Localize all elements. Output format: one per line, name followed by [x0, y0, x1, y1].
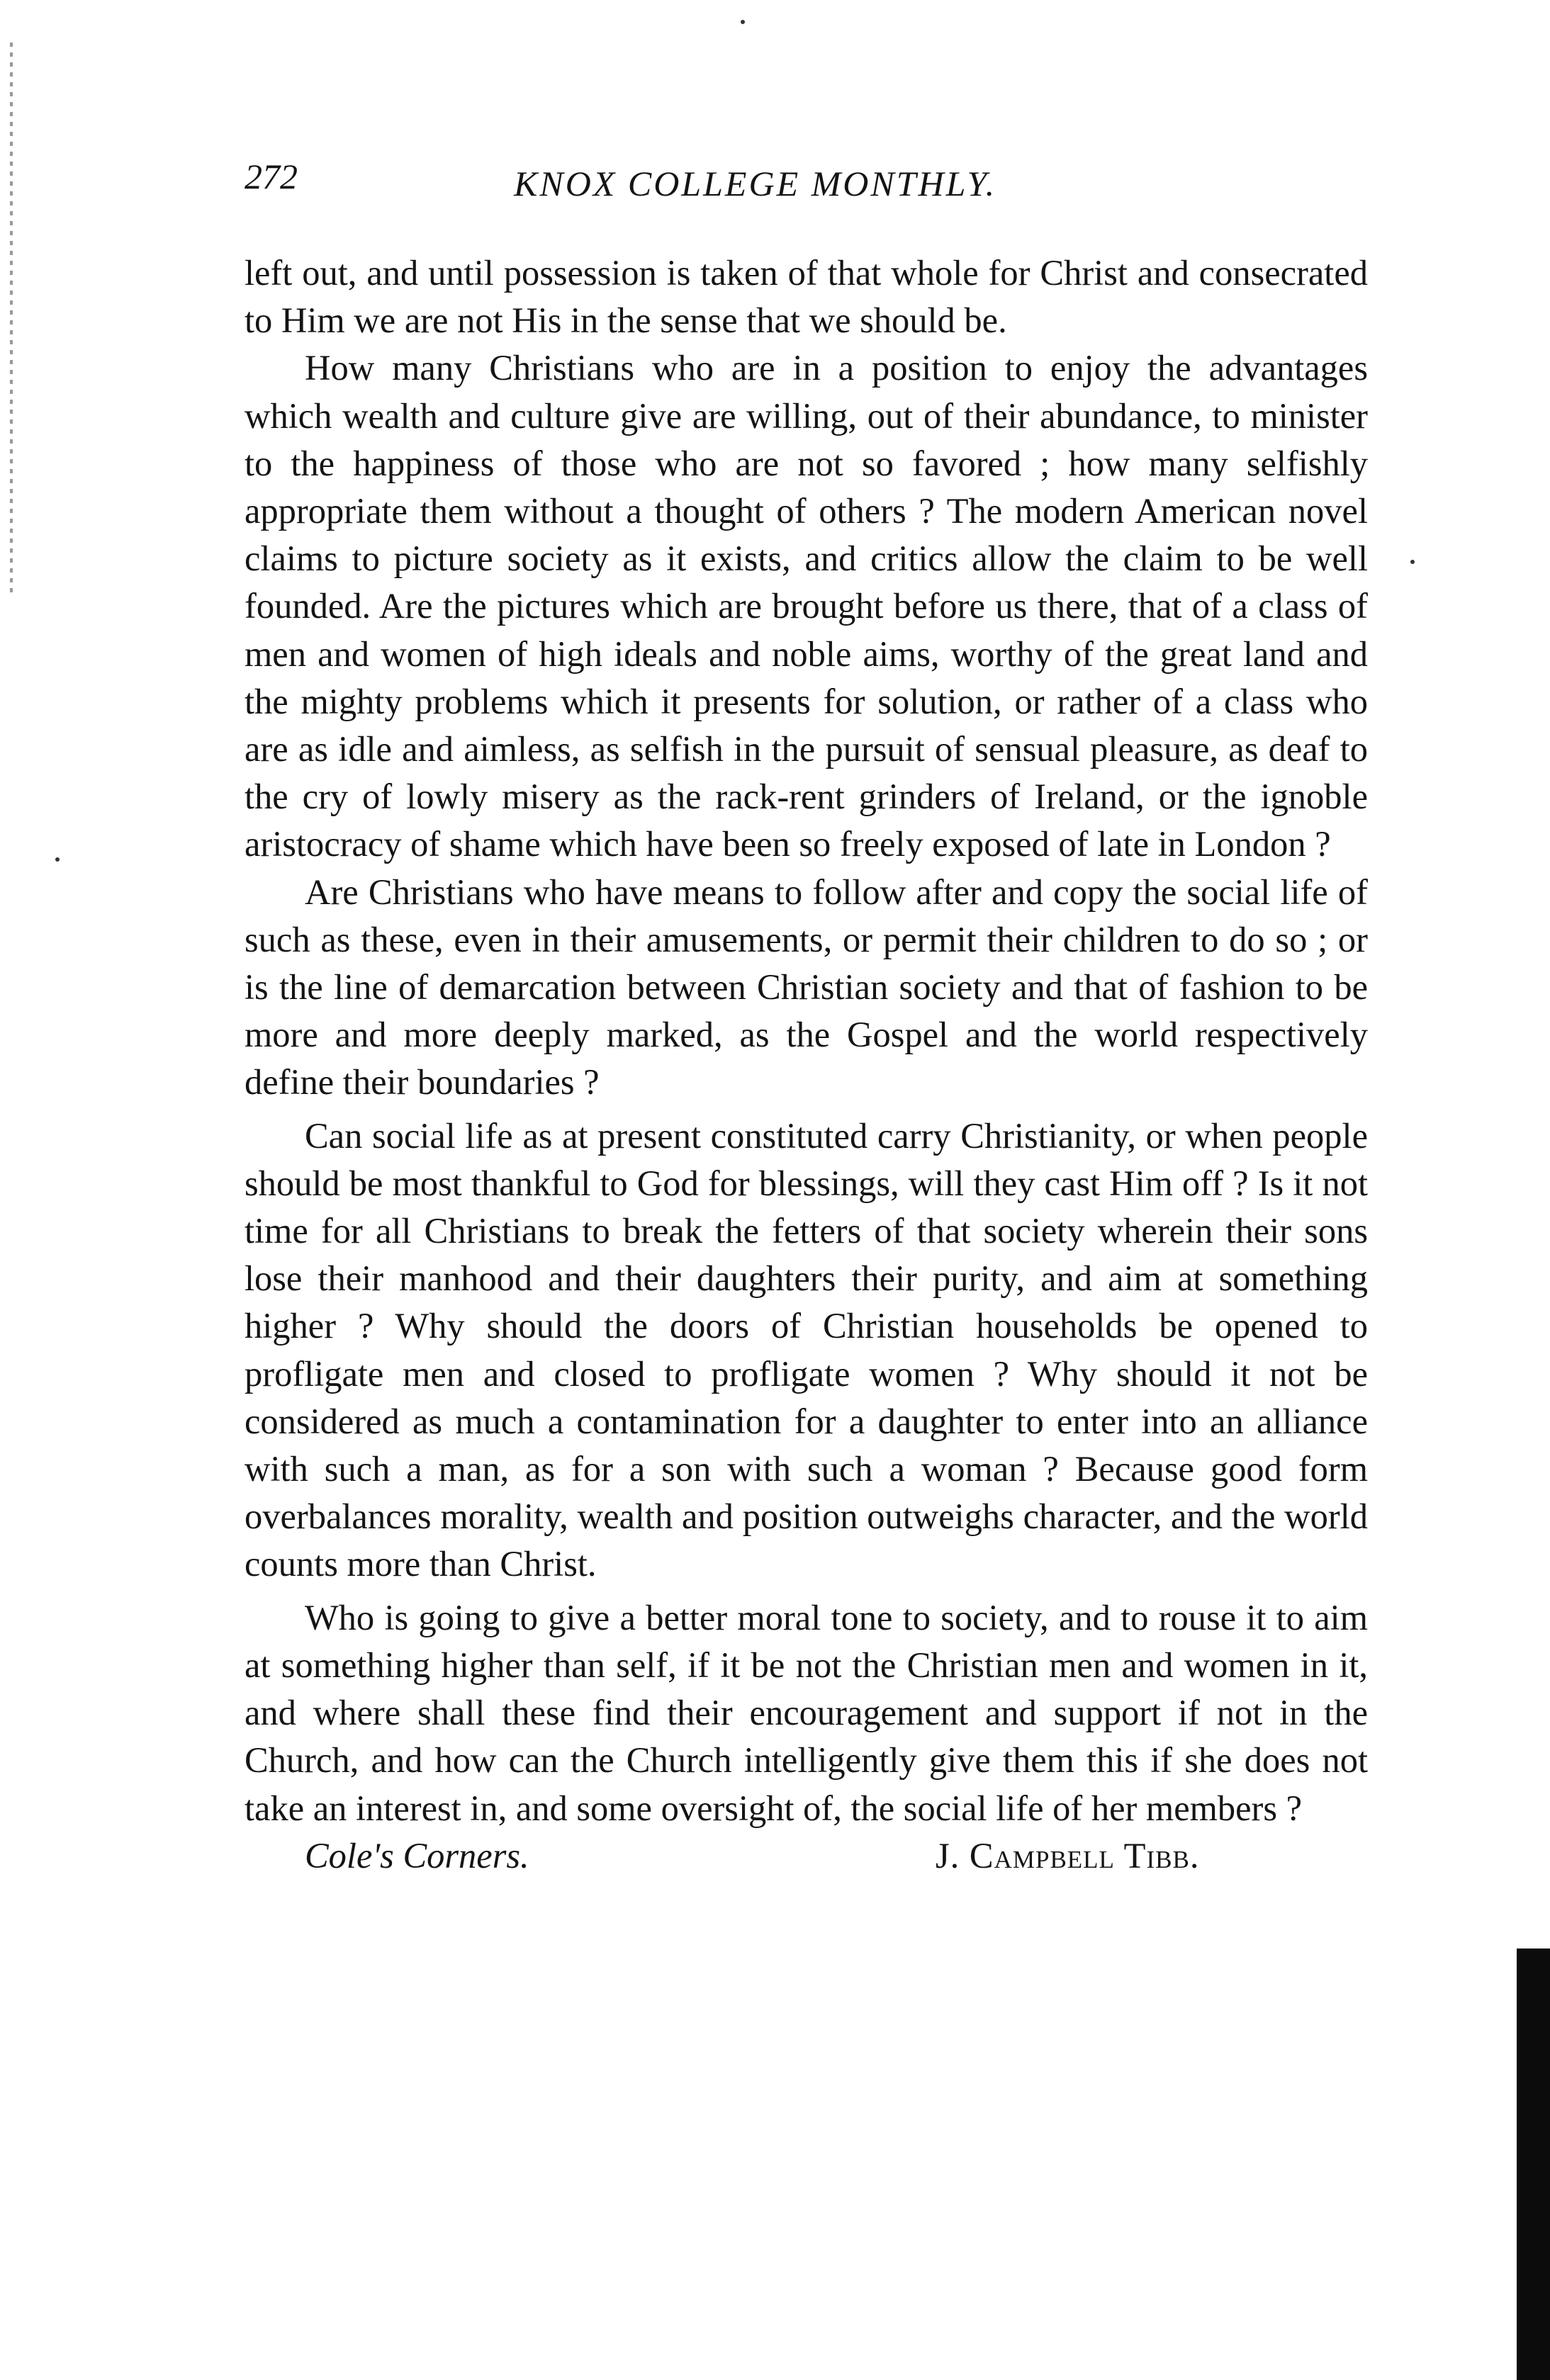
- paragraph-4: Can social life as at present constituted carry Christianity, or when people should be most thankful to God for blessings, will they cast Him off ? Is it not time for all Christians to break the fetters of that society wherein their sons lose their manhood and their daughters their purity, and aim at something higher ? Why should the doors of Christian households be opened to profligate men and closed to profligate women ? Why should it not be considered as much a contamination for a daughter to enter into an alliance with such a man, as for a son with such a woman ? Because good form overbalances morality, wealth and position outweighs character, and the world counts more than Christ.: [245, 1115, 1368, 1584]
- article-body: [245, 249, 1368, 1882]
- paragraph-5: Who is going to give a better moral tone to society, and to rouse it to aim at something higher than self, if it be not the Christian men and women in it, and where shall these find their encouragement and support if not in the Church, and how can the Church intelligently give them this if she does not take an interest in, and some oversight of, the social life of her members ?: [245, 1597, 1368, 1828]
- binding-edge-marks: [10, 43, 13, 595]
- scan-edge-shadow: [1517, 1948, 1550, 2380]
- signoff-author: J. Campbell Tibb.: [936, 1835, 1200, 1876]
- signoff: [245, 1832, 1368, 1882]
- scan-speck: [1410, 560, 1415, 564]
- page-number: 272: [245, 157, 298, 196]
- scan-speck: [55, 857, 60, 862]
- paragraph-1: left out, and until possession is taken of that whole for Christ and consecrated to Him we are not His in the sense that we should be.: [245, 253, 1368, 341]
- paragraph-2: How many Christians who are in a position to enjoy the advantages which wealth and culture give are willing, out of their abundance, to minister to the happiness of those who are not so favored ; how many selfishly appropriate them without a thought of others ? The modern American novel claims to picture society as it exists, and critics allow the claim to be well founded. Are the pictures which are brought before us there, that of a class of men and women of high ideals and noble aims, worthy of the great land and the mighty problems which it presents for solution, or rather of a class who are as idle and aimless, as selfish in the pursuit of sensual pleasure, as deaf to the cry of lowly misery as the rack-rent grinders of Ireland, or the ignoble aristocracy of shame which have been so freely exposed of late in London ?: [245, 348, 1368, 864]
- running-title: KNOX COLLEGE MONTHLY.: [514, 164, 997, 203]
- paragraph-3: Are Christians who have means to follow after and copy the social life of such as these, even in their amusements, or permit their children to do so ; or is the line of demarcation between Christian society and that of fashion to be more and more deeply marked, as the Gospel and the world respectively define their boundaries ?: [245, 872, 1368, 1102]
- scan-speck: [741, 20, 745, 24]
- page-header: [245, 149, 1368, 205]
- signoff-place: Cole's Corners.: [305, 1835, 529, 1876]
